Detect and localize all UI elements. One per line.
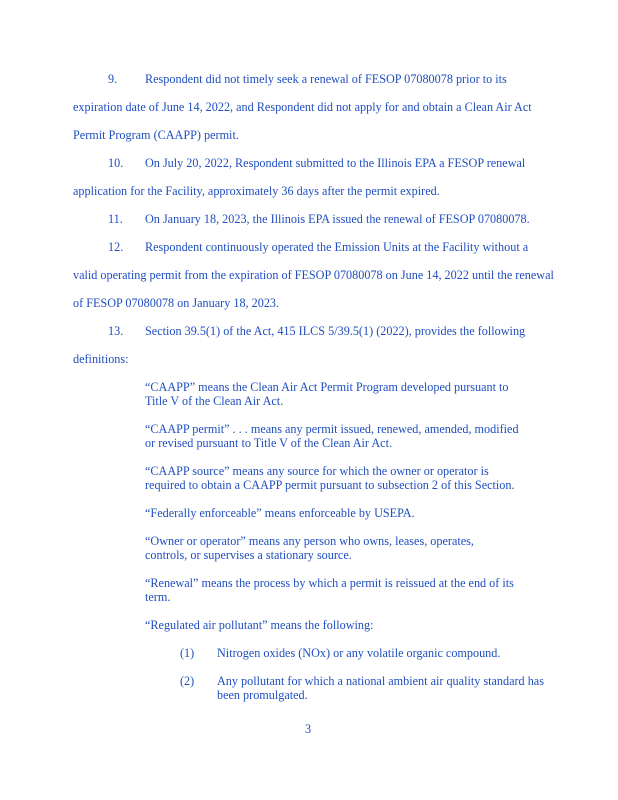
- subitem-2-line-1: Any pollutant for which a national ambient air quality standard has: [217, 674, 544, 688]
- definition-caapp-source-line-2: required to obtain a CAAPP permit pursuant to subsection 2 of this Section.: [145, 478, 515, 492]
- definition-owner-or-operator-line-1: “Owner or operator” means any person who owns, leases, operates,: [145, 534, 474, 548]
- paragraph-10-line-2: application for the Facility, approximately 36 days after the permit expired.: [73, 184, 440, 198]
- definition-owner-or-operator-line-2: controls, or supervises a stationary source.: [145, 548, 352, 562]
- paragraph-number-10: 10.: [108, 156, 124, 170]
- paragraph-9-line-1: Respondent did not timely seek a renewal of FESOP 07080078 prior to its: [145, 72, 507, 86]
- subitem-number-2: (2): [180, 674, 195, 688]
- paragraph-9-line-3: Permit Program (CAAPP) permit.: [73, 128, 239, 142]
- definition-caapp-permit-line-2: or revised pursuant to Title V of the Clean Air Act.: [145, 436, 393, 450]
- subitem-1-line-1: Nitrogen oxides (NOx) or any volatile organic compound.: [217, 646, 501, 660]
- subitem-2: [217, 674, 544, 702]
- definition-caapp: [145, 380, 509, 408]
- subitem-number-1: (1): [180, 646, 195, 660]
- definition-federally-enforceable-line-1: “Federally enforceable” means enforceable by USEPA.: [145, 506, 415, 520]
- definition-renewal: [145, 576, 514, 604]
- subitem-2-line-2: been promulgated.: [217, 688, 308, 702]
- paragraph-11-line-1: On January 18, 2023, the Illinois EPA issued the renewal of FESOP 07080078.: [145, 212, 530, 226]
- paragraph-number-12: 12.: [108, 240, 124, 254]
- definition-renewal-line-2: term.: [145, 590, 171, 604]
- definition-regulated-air-pollutant-line-1: “Regulated air pollutant” means the following:: [145, 618, 374, 632]
- paragraph-13-line-2: definitions:: [73, 352, 129, 366]
- definition-regulated-air-pollutant: [145, 618, 373, 632]
- definition-renewal-line-1: “Renewal” means the process by which a permit is reissued at the end of its: [145, 576, 514, 590]
- paragraph-12-line-1: Respondent continuously operated the Emission Units at the Facility without a: [145, 240, 529, 254]
- definition-federally-enforceable: [145, 506, 415, 520]
- subitem-1: [217, 646, 500, 660]
- definition-caapp-permit-line-1: “CAAPP permit” . . . means any permit issued, renewed, amended, modified: [145, 422, 519, 436]
- paragraph-12-line-2: valid operating permit from the expiration of FESOP 07080078 on June 14, 2022 until the renewal: [73, 268, 554, 282]
- definition-caapp-line-2: Title V of the Clean Air Act.: [145, 394, 284, 408]
- definition-caapp-source-line-1: “CAAPP source” means any source for which the owner or operator is: [145, 464, 489, 478]
- paragraph-number-11: 11.: [108, 212, 123, 226]
- paragraph-number-9: 9.: [108, 72, 118, 86]
- definition-caapp-line-1: “CAAPP” means the Clean Air Act Permit Program developed pursuant to: [145, 380, 509, 394]
- paragraph-12-line-3: of FESOP 07080078 on January 18, 2023.: [73, 296, 280, 310]
- paragraph-13-line-1: Section 39.5(1) of the Act, 415 ILCS 5/39.5(1) (2022), provides the following: [145, 324, 526, 338]
- paragraph-number-13: 13.: [108, 324, 124, 338]
- paragraph-9-line-2: expiration date of June 14, 2022, and Respondent did not apply for and obtain a Clean Air Act: [73, 100, 532, 114]
- definition-owner-or-operator: [145, 534, 474, 562]
- paragraph-10-line-1: On July 20, 2022, Respondent submitted to the Illinois EPA a FESOP renewal: [145, 156, 526, 170]
- page-number: 3: [305, 722, 312, 736]
- definition-caapp-permit: [145, 422, 519, 450]
- definition-caapp-source: [145, 464, 515, 492]
